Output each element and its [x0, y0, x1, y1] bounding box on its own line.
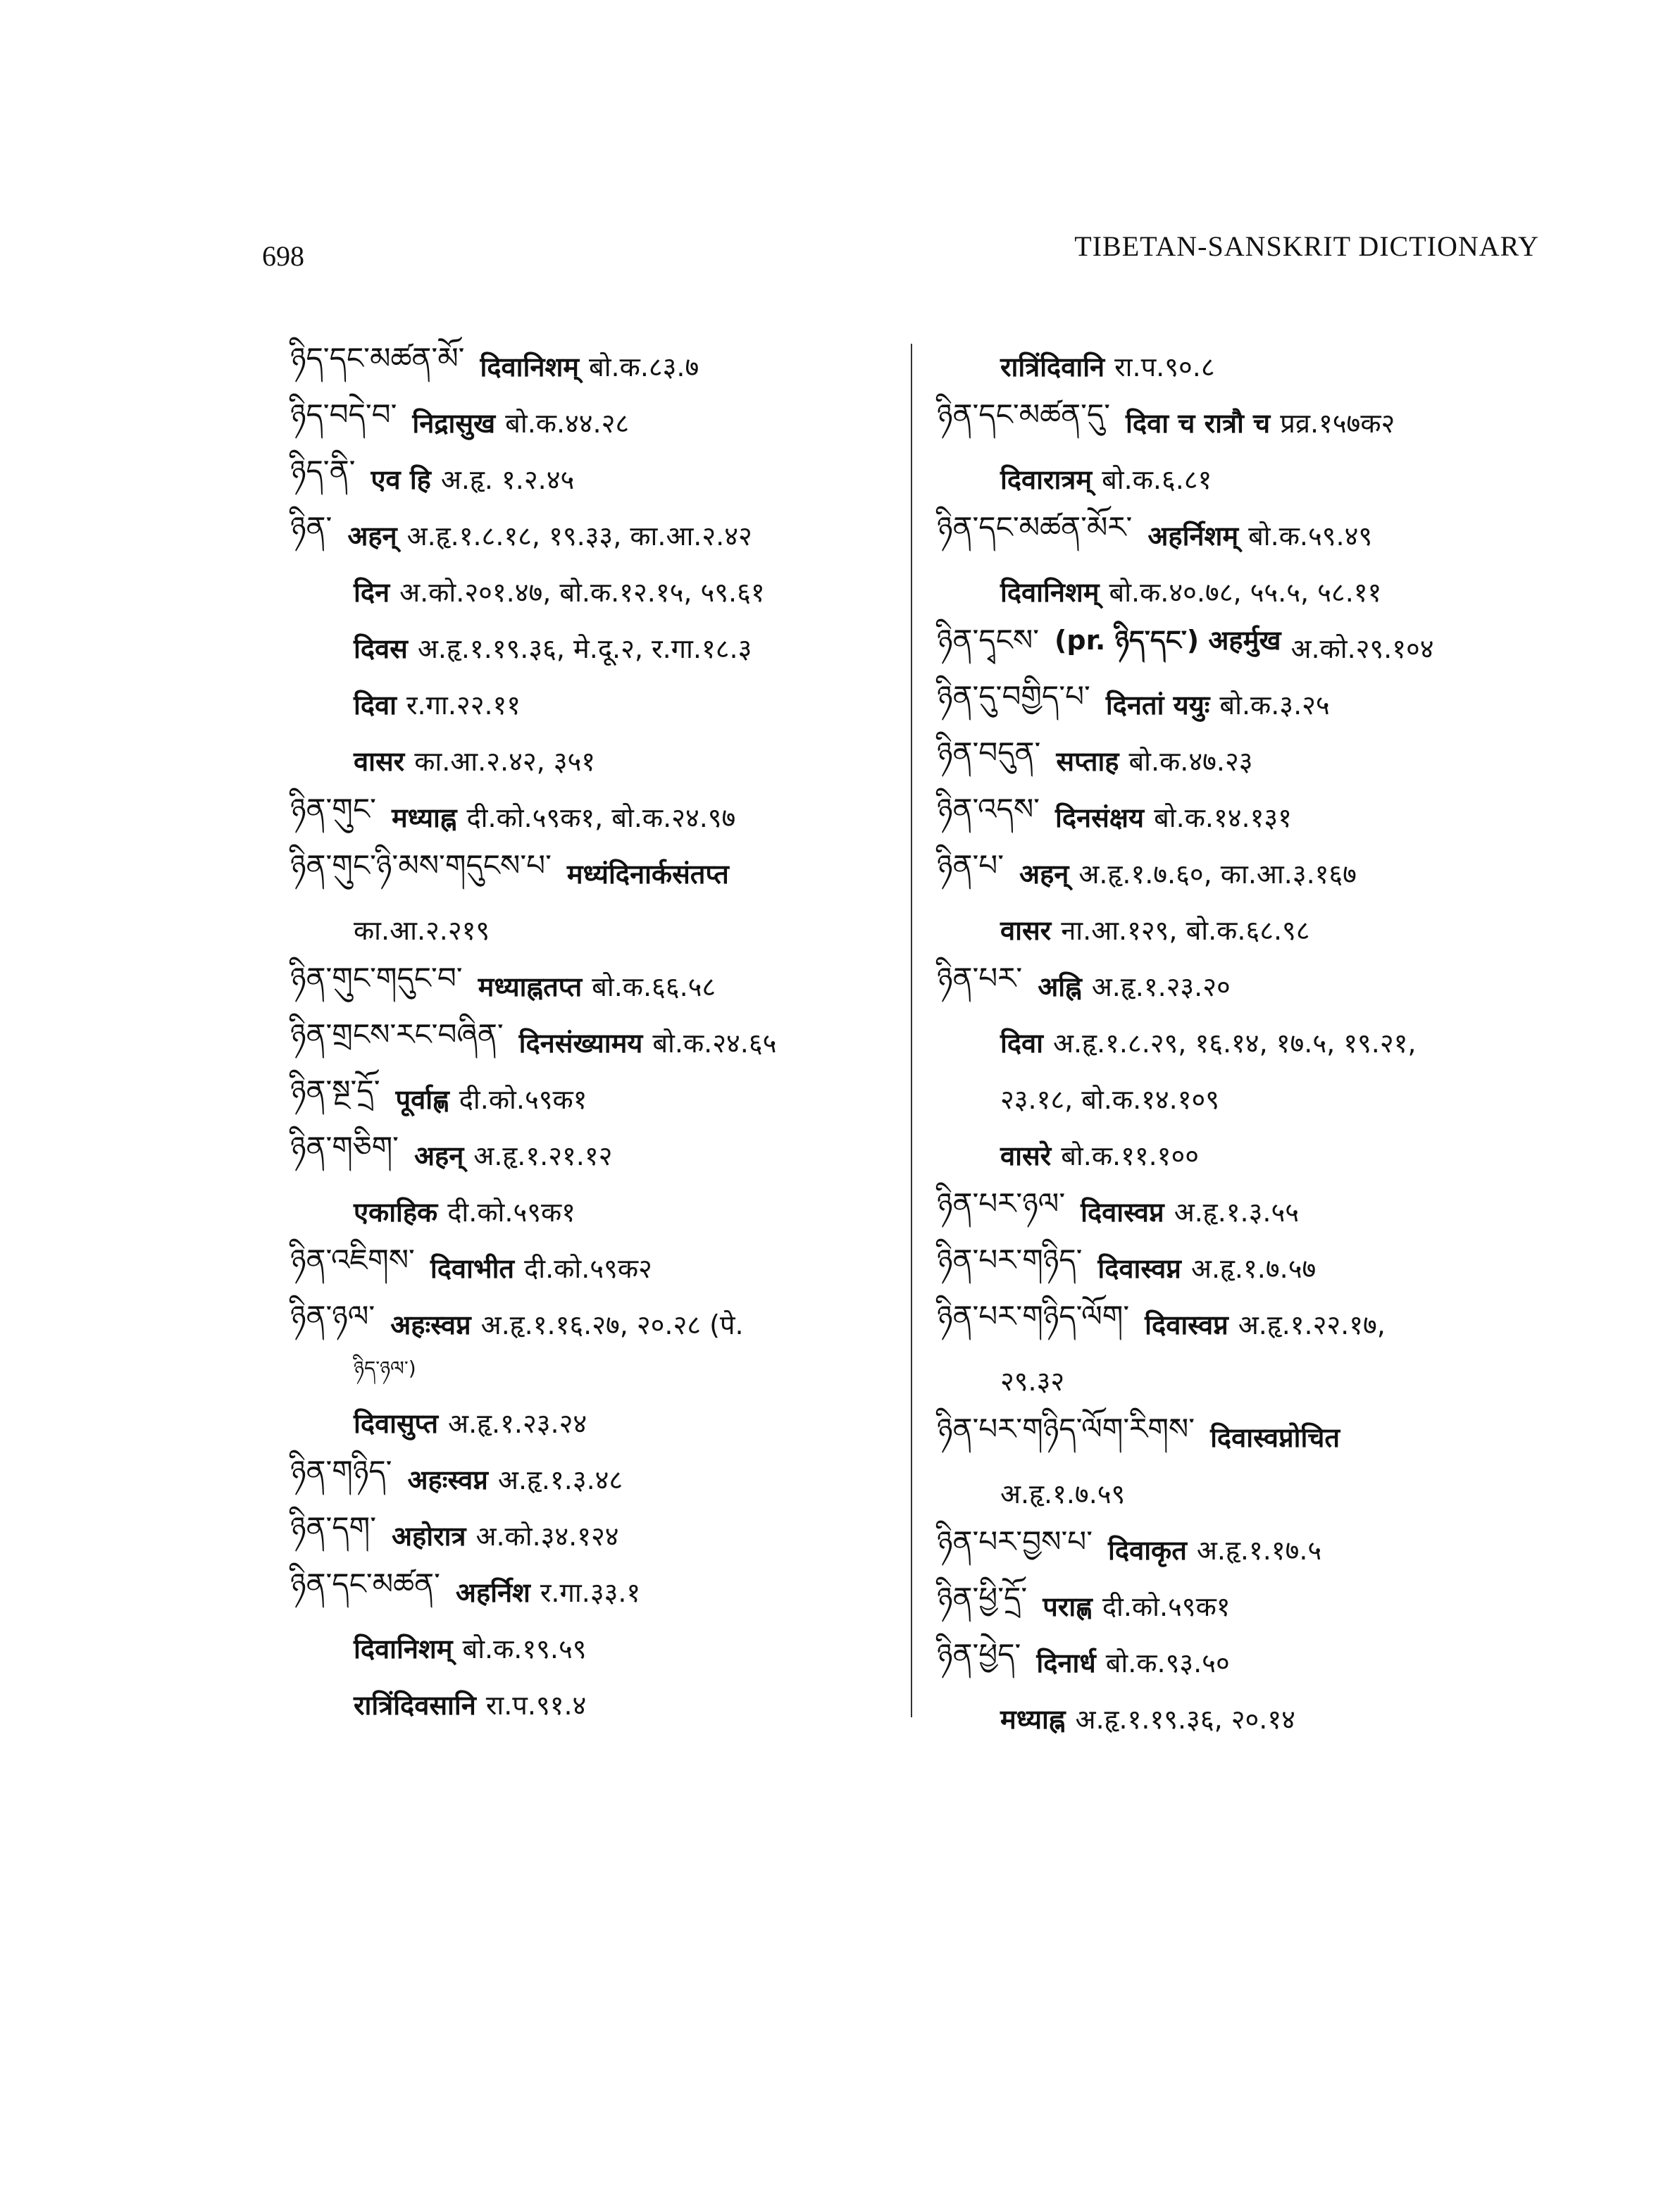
entry-continuation — [290, 1676, 903, 1733]
sanskrit-equivalent: एकाहिक — [354, 1197, 438, 1228]
source-reference: बो.क.३.२५ — [1219, 690, 1330, 721]
tibetan-headword: ཉིན་དང་མཚན་མོར་ — [937, 509, 1133, 544]
sanskrit-equivalent: दिनतां ययुः — [1105, 690, 1210, 721]
dictionary-entry — [937, 507, 1557, 564]
tibetan-headword: ཉིན་གུང་གདུང་བ་ — [290, 960, 463, 995]
sanskrit-equivalent: मध्याह्नतप्त — [478, 971, 583, 1002]
sanskrit-equivalent: रात्रिंदिवानि — [1000, 351, 1105, 382]
sanskrit-equivalent: सप्ताह — [1056, 746, 1119, 777]
tibetan-headword: ཉིན་གྲངས་རང་བཞིན་ — [290, 1016, 504, 1052]
source-reference: अ.हृ.१.१६.२७, २०.२८ (पे. — [480, 1309, 744, 1340]
tibetan-headword: ཉིན་འཇིགས་ — [290, 1242, 415, 1277]
tibetan-headword: ཉིན་པར་བྱས་པ་ — [937, 1524, 1093, 1559]
source-reference: २३.१८, बो.क.१४.१०९ — [1000, 1084, 1220, 1115]
tibetan-headword: ཉིན་ཕྱི་དྲོ་ — [937, 1580, 1028, 1615]
running-title: TIBETAN-SANSKRIT DICTIONARY — [1074, 230, 1539, 262]
source-reference: दी.को.५९क१ — [1102, 1591, 1231, 1622]
dictionary-entry — [290, 1451, 903, 1507]
sanskrit-equivalent: दिवा — [354, 690, 397, 721]
sanskrit-equivalent: दिवास्वप्न — [1097, 1253, 1181, 1284]
dictionary-entry — [290, 507, 903, 564]
dictionary-entry — [290, 1240, 903, 1296]
source-reference: बो.क.२४.६५ — [652, 1028, 777, 1059]
entry-continuation — [290, 564, 903, 620]
sanskrit-equivalent: अहर्निश — [455, 1577, 530, 1608]
tibetan-headword: ཉིན་ཕྱེད་ — [937, 1636, 1021, 1671]
entry-continuation — [290, 676, 903, 733]
source-reference: रा.प.९०.८ — [1114, 351, 1215, 382]
tibetan-headword: ཉིན་འདས་ — [937, 791, 1040, 826]
entry-continuation — [937, 1691, 1557, 1747]
sanskrit-equivalent: अहःस्वप्न — [390, 1309, 471, 1340]
source-reference: अ.हृ.१.२३.२० — [1091, 971, 1231, 1002]
sanskrit-equivalent: निद्रासुख — [412, 408, 496, 439]
tibetan-headword: ཉིན་དག་ — [290, 1509, 377, 1545]
sanskrit-equivalent: दिवस — [354, 633, 408, 664]
sanskrit-equivalent: दिवाभीत — [430, 1253, 515, 1284]
source-reference: बो.क.१४.१३१ — [1154, 802, 1292, 833]
dictionary-entry — [937, 1296, 1557, 1352]
tibetan-headword: ཉིན་པར་གཉིད་ — [937, 1242, 1083, 1277]
sanskrit-equivalent: दिवानिशम् — [354, 1633, 453, 1664]
source-reference: बो.क.८३.७ — [589, 351, 699, 382]
tibetan-headword: ཉིན་པར་གཉིད་ལོག་ — [937, 1298, 1130, 1333]
tibetan-headword: ཉིན་དང་མཚན་དུ་ — [937, 397, 1111, 432]
source-reference: रा.प.९१.४ — [485, 1690, 587, 1721]
tibetan-headword: ཉིན་བདུན་ — [937, 735, 1041, 770]
tibetan-headword: ཉིན་ — [290, 509, 332, 544]
sanskrit-equivalent: दिवास्वप्नोचित — [1210, 1422, 1340, 1453]
source-reference: बो.क.११.१०० — [1061, 1140, 1199, 1171]
sanskrit-equivalent: (pr. ཉིད་དང་) अहर्मुख — [1054, 624, 1281, 656]
sanskrit-equivalent: दिवास्वप्न — [1081, 1197, 1164, 1228]
source-reference: बो.क.४४.२८ — [505, 408, 630, 439]
source-reference: अ.हृ.१.१९.३६, २०.१४ — [1075, 1704, 1295, 1735]
sanskrit-equivalent: दिवाकृत — [1108, 1535, 1187, 1566]
source-reference: र.गा.२२.११ — [406, 690, 521, 721]
sanskrit-equivalent: दिवा — [1000, 1028, 1043, 1059]
source-reference: दी.को.५९क१ — [447, 1197, 575, 1228]
tibetan-headword: ཉིན་ཉལ་ — [290, 1298, 375, 1333]
source-reference: अ.हृ.१.१९.३६, मे.दू.२, र.गा.१८.३ — [417, 633, 752, 664]
sanskrit-equivalent: दिनसंख्यामय — [518, 1028, 643, 1059]
source-reference: ना.आ.१२९, बो.क.६८.९८ — [1061, 915, 1310, 946]
source-reference: अ.को.२९.१०४ — [1290, 633, 1434, 664]
dictionary-entry — [937, 1409, 1557, 1465]
tibetan-headword: ཉིན་པར་ཉལ་ — [937, 1185, 1066, 1221]
entry-continuation — [937, 902, 1557, 958]
tibetan-headword: ཉིན་སྔ་དྲོ་ — [290, 1073, 380, 1108]
tibetan-headword: ཉིན་གུང་ཉི་མས་གདུངས་པ་ — [290, 847, 552, 883]
dictionary-entry — [937, 1521, 1557, 1578]
tibetan-headword: ཉིད་དང་མཚན་མོ་ — [290, 340, 465, 375]
sanskrit-equivalent: पराह्ण — [1043, 1591, 1093, 1622]
dictionary-entry — [290, 1127, 903, 1183]
sanskrit-equivalent: पूर्वाह्ण — [395, 1084, 449, 1115]
tibetan-headword: ཉིན་གཉིད་ — [290, 1453, 392, 1488]
sanskrit-equivalent: दिवा च रात्रौ च — [1126, 408, 1271, 439]
source-reference: बो.क.६६.५८ — [592, 971, 716, 1002]
source-reference: अ.हृ.१.२१.१२ — [473, 1140, 613, 1171]
sanskrit-equivalent: दिवानिशम् — [1000, 577, 1100, 608]
dictionary-entry — [290, 1014, 903, 1071]
source-reference: बो.क.९३.५० — [1105, 1648, 1230, 1679]
source-reference: अ.हृ.१.७.५७ — [1190, 1253, 1317, 1284]
source-reference: अ.हृ.१.८.२९, १६.१४, १७.५, १९.२१, — [1053, 1028, 1417, 1059]
tibetan-headword: ཉིན་དང་མཚན་ — [290, 1566, 440, 1601]
entry-continuation — [290, 1352, 903, 1395]
source-reference: अ.हृ.१.७.६०, का.आ.३.१६७ — [1078, 859, 1357, 890]
sanskrit-equivalent: दिवानिशम् — [480, 351, 580, 382]
tibetan-headword: ཉིན་པ་ — [937, 847, 1004, 883]
sanskrit-equivalent: दिवारात्रम् — [1000, 464, 1093, 495]
source-reference: अ.को.२०१.४७, बो.क.१२.१५, ५९.६१ — [399, 577, 765, 608]
sanskrit-equivalent: वासर — [354, 746, 405, 777]
tibetan-headword: ཉིད་ནི་ — [290, 453, 356, 488]
sanskrit-equivalent: मध्याह्न — [1000, 1704, 1066, 1735]
source-reference: र.गा.३३.१ — [540, 1577, 641, 1608]
sanskrit-equivalent: दिन — [354, 577, 390, 608]
left-column — [290, 338, 903, 1733]
sanskrit-equivalent: एव हि — [371, 464, 431, 495]
source-reference: अ.हृ. १.२.४५ — [440, 464, 575, 495]
dictionary-entry — [290, 845, 903, 902]
source-reference: अ.को.३४.१२४ — [475, 1521, 619, 1552]
source-reference: दी.को.५९क१ — [459, 1084, 587, 1115]
source-reference: का.आ.२.४२, ३५१ — [414, 746, 596, 777]
source-reference: अ.हृ.१.८.१८, १९.३३, का.आ.२.४२ — [406, 521, 752, 552]
tibetan-headword: ཉིན་དྭངས་ — [937, 622, 1040, 657]
sanskrit-equivalent: दिनार्ध — [1036, 1648, 1096, 1679]
tibetan-headword: ཉིན་པར་གཉིད་ལོག་རིགས་ — [937, 1411, 1195, 1446]
tibetan-headword: ཉིད་བདེ་བ་ — [290, 397, 397, 432]
source-reference: बो.क.५९.४९ — [1248, 521, 1373, 552]
source-reference: अ.हृ.१.१७.५ — [1196, 1535, 1322, 1566]
dictionary-entry — [290, 394, 903, 451]
sanskrit-equivalent: अह्नि — [1038, 971, 1082, 1002]
source-reference: प्रव्र.१५७क२ — [1280, 408, 1395, 439]
source-reference: ཉིད་ཉལ་) — [354, 1356, 416, 1380]
source-reference: का.आ.२.२१९ — [354, 915, 490, 946]
tibetan-headword: ཉིན་པར་ — [937, 960, 1023, 995]
tibetan-headword: ཉིན་དུ་བགྱིད་པ་ — [937, 678, 1090, 714]
tibetan-headword: ཉིན་གུང་ — [290, 791, 376, 826]
page-number: 698 — [262, 240, 304, 272]
sanskrit-equivalent: अहःस्वप्न — [407, 1464, 488, 1495]
sanskrit-equivalent: दिनसंक्षय — [1055, 802, 1145, 833]
source-reference: बो.क.१९.५९ — [462, 1633, 587, 1664]
source-reference: अ.हृ.१.३.४८ — [497, 1464, 623, 1495]
source-reference: दी.को.५९क१, बो.क.२४.९७ — [466, 802, 736, 833]
dictionary-entry — [937, 1634, 1557, 1691]
sanskrit-equivalent: अहन् — [413, 1140, 464, 1171]
sanskrit-equivalent: मध्याह्न — [391, 802, 457, 833]
sanskrit-equivalent: वासरे — [1000, 1140, 1052, 1171]
dictionary-entry — [290, 1564, 903, 1620]
sanskrit-equivalent: अहर्निशम् — [1147, 521, 1239, 552]
sanskrit-equivalent: अहन् — [1019, 859, 1069, 890]
right-column — [937, 338, 1557, 1747]
sanskrit-equivalent: अहन् — [347, 521, 397, 552]
sanskrit-equivalent: दिवासुप्त — [354, 1408, 439, 1439]
source-reference: बो.क.४०.७८, ५५.५, ५८.११ — [1109, 577, 1382, 608]
source-reference: बो.क.४७.२३ — [1128, 746, 1253, 777]
dictionary-entry — [937, 394, 1557, 451]
sanskrit-equivalent: रात्रिंदिवसानि — [354, 1690, 476, 1721]
sanskrit-equivalent: वासर — [1000, 915, 1052, 946]
source-reference: २९.३२ — [1000, 1366, 1065, 1397]
entry-continuation — [937, 1014, 1557, 1071]
sanskrit-equivalent: अहोरात्र — [392, 1521, 466, 1552]
dictionary-entry — [937, 958, 1557, 1014]
dictionary-entry — [937, 789, 1557, 845]
source-reference: अ.हृ.१.७.५९ — [1000, 1478, 1126, 1509]
entry-continuation — [290, 733, 903, 789]
column-divider — [911, 344, 912, 1717]
sanskrit-equivalent: मध्यंदिनार्कसंतप्त — [566, 859, 729, 890]
source-reference: अ.हृ.१.२२.१७, — [1238, 1309, 1386, 1340]
entry-continuation — [290, 620, 903, 676]
source-reference: बो.क.६.८१ — [1102, 464, 1212, 495]
source-reference: दी.को.५९क२ — [524, 1253, 652, 1284]
sanskrit-equivalent: दिवास्वप्न — [1145, 1309, 1228, 1340]
entry-continuation — [937, 1071, 1557, 1127]
source-reference: अ.हृ.१.२३.२४ — [448, 1408, 587, 1439]
source-reference: अ.हृ.१.३.५५ — [1174, 1197, 1299, 1228]
tibetan-headword: ཉིན་གཅིག་ — [290, 1129, 399, 1164]
